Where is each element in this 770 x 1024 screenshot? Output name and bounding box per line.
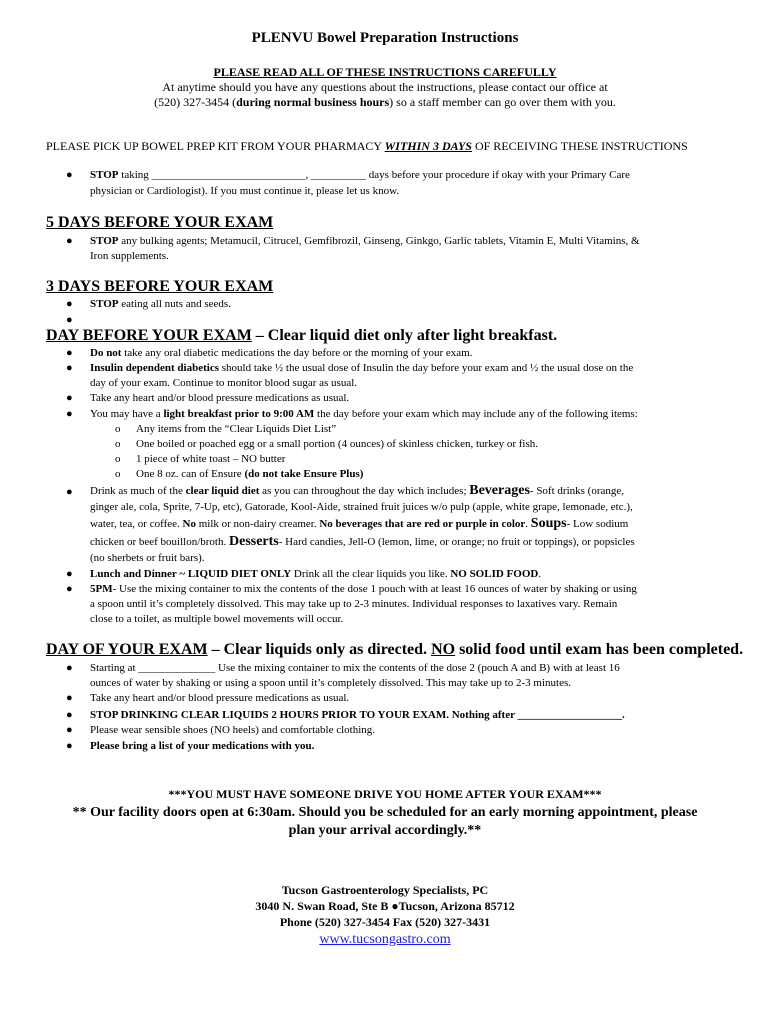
no-label: No [182, 518, 196, 530]
day-before-item-1 [90, 346, 472, 361]
clear-liquid-line-1 [90, 482, 624, 500]
bullet-icon: ● [66, 709, 73, 721]
item-text: . [525, 518, 531, 530]
five-days-heading: 5 DAYS BEFORE YOUR EXAM [46, 214, 274, 231]
organization-name: Tucson Gastroenterology Specialists, PC [281, 883, 489, 897]
item-text: as you can throughout the day which includes; [259, 485, 470, 497]
liquid-diet-label: Lunch and Dinner ~ LIQUID DIET ONLY [90, 568, 292, 580]
lunch-dinner-item [90, 567, 541, 582]
stop-label: STOP [90, 235, 119, 247]
item-text: Drink all the clear liquids you like. [291, 568, 451, 580]
dose-1-line-3: close to a toilet, as multiple bowel movements will occur. [90, 613, 344, 625]
website-link[interactable]: www.tucsongastro.com [319, 932, 451, 947]
office-hours: during normal business hours [236, 95, 390, 109]
sub-bullet-icon: o [115, 438, 121, 450]
sub-bullet-icon: o [115, 468, 121, 480]
beverages-label: Beverages [469, 483, 530, 498]
stop-taking-line-1 [90, 168, 630, 183]
day-of-item-4: Please wear sensible shoes (NO heels) and comfortable clothing. [90, 724, 375, 736]
item-text: milk or non-dairy creamer. [195, 518, 320, 530]
item-text: the day before your exam which may include any of the following items: [314, 408, 638, 420]
item-text: One 8 oz. can of Ensure [136, 468, 245, 480]
item-text: - Soft drinks (orange, [529, 485, 624, 497]
day-before-heading-rest: – Clear liquid diet only after light breakfast. [251, 327, 558, 344]
stop-label: STOP [90, 169, 119, 181]
do-not-label: Do not [90, 347, 122, 359]
item-text: - Use the mixing container to mix the contents of the dose 1 pouch with at least 16 ounces of water by shaking or using [112, 583, 637, 595]
item-text: take any oral diabetic medications the day before or the morning of your exam. [121, 347, 473, 359]
no-red-purple-warning: No beverages that are red or purple in color [319, 518, 526, 530]
item-text: should take ½ the usual dose of Insulin the day before your exam and ½ the usual dose on the [218, 362, 634, 374]
day-of-heading-rest: solid food until exam has been completed. [455, 641, 744, 658]
clear-liquid-line-5: (no sherbets or fruit bars). [90, 552, 205, 564]
breakfast-option-1: Any items from the “Clear Liquids Diet List” [136, 423, 337, 435]
three-days-text: eating all nuts and seeds. [118, 298, 231, 310]
stop-label: STOP [90, 298, 119, 310]
bullet-icon: ● [66, 724, 73, 736]
read-carefully-heading: PLEASE READ ALL OF THESE INSTRUCTIONS CAREFULLY [213, 65, 557, 79]
item-text: chicken or beef bouillon/broth. [90, 536, 229, 548]
day-before-heading [46, 326, 557, 346]
bullet-icon: ● [66, 298, 73, 310]
intro-line-1: At anytime should you have any questions about the instructions, please contact our office at [162, 80, 608, 94]
driver-notice: ***YOU MUST HAVE SOMEONE DRIVE YOU HOME AFTER YOUR EXAM*** [168, 787, 602, 801]
office-phone: (520) 327-3454 ( [154, 95, 237, 109]
item-text: Drink as much of the [90, 485, 186, 497]
clear-liquid-line-4 [90, 533, 635, 551]
breakfast-time: light breakfast prior to 9:00 AM [163, 408, 315, 420]
stop-taking-text: taking ____________________________, __________ days before your procedure if okay with your Primary Care [118, 169, 630, 181]
desserts-label: Desserts [229, 534, 279, 549]
five-days-text: any bulking agents; Metamucil, Citrucel, Gemfibrozil, Ginseng, Ginkgo, Garlic tablets, Vitamin E, Multi Vitamins, & [118, 235, 640, 247]
bullet-icon: ● [66, 692, 73, 704]
website-row [0, 930, 770, 949]
day-before-item-2 [90, 361, 633, 376]
item-text: - Hard candies, Jell-O (lemon, lime, or orange; no fruit or toppings), or popsicles [278, 536, 635, 548]
dose-1-line-2: a spoon until it’s completely dissolved. This may take up to 2-3 minutes. Individual responses to laxatives vary. Remain [90, 598, 618, 610]
day-of-heading [46, 640, 743, 660]
stop-taking-line-2: physician or Cardiologist). If you must continue it, please let us know. [90, 185, 400, 197]
day-of-heading-no: NO [431, 641, 456, 658]
bullet-icon: ● [66, 392, 73, 404]
bullet-icon: ● [66, 740, 73, 752]
bullet-icon: ● [66, 314, 73, 326]
day-before-item-4 [90, 407, 638, 422]
bullet-icon: ● [66, 568, 73, 580]
organization-address: 3040 N. Swan Road, Ste B ●Tucson, Arizona 85712 [255, 899, 515, 913]
bullet-icon: ● [66, 362, 73, 374]
five-days-line-2: Iron supplements. [90, 250, 169, 262]
day-before-heading-underlined: DAY BEFORE YOUR EXAM [46, 327, 252, 344]
day-of-heading-underlined: DAY OF YOUR EXAM [46, 641, 208, 658]
item-text: water, tea, or coffee. [90, 518, 183, 530]
breakfast-option-4 [136, 467, 363, 482]
insulin-label: Insulin dependent diabetics [90, 362, 219, 374]
pickup-post: OF RECEIVING THESE INSTRUCTIONS [471, 139, 688, 153]
ensure-warning: (do not take Ensure Plus) [244, 468, 364, 480]
facility-hours-line-2: plan your arrival accordingly.** [288, 823, 482, 838]
pickup-pre: PLEASE PICK UP BOWEL PREP KIT FROM YOUR PHARMACY [46, 139, 385, 153]
bullet-icon: ● [66, 169, 73, 181]
clear-liquid-line-3 [90, 515, 628, 533]
facility-hours-line-1: ** Our facility doors open at 6:30am. Should you be scheduled for an early morning appointment, please [72, 805, 698, 820]
item-text: . [538, 568, 542, 580]
dose-2-line-2: ounces of water by shaking or using a spoon until it’s completely dissolved. This may take up to 2-3 minutes. [90, 677, 571, 689]
stop-drinking-item: STOP DRINKING CLEAR LIQUIDS 2 HOURS PRIOR TO YOUR EXAM. Nothing after ___________________. [90, 709, 625, 721]
clear-liquid-label: clear liquid diet [185, 485, 260, 497]
bullet-icon: ● [66, 583, 73, 595]
organization-phone-fax: Phone (520) 327-3454 Fax (520) 327-3431 [279, 915, 491, 929]
dose-2-line-1: Starting at ______________ Use the mixing container to mix the contents of the dose 2 (pouch A and B) with at least 16 [90, 662, 620, 674]
bullet-icon: ● [66, 347, 73, 359]
day-of-heading-mid: – Clear liquids only as directed. [207, 641, 432, 658]
breakfast-option-3: 1 piece of white toast – NO butter [136, 453, 286, 465]
pickup-instruction [46, 138, 688, 154]
no-solid-food-label: NO SOLID FOOD [450, 568, 539, 580]
soups-label: Soups [530, 516, 567, 531]
sub-bullet-icon: o [115, 423, 121, 435]
page-title: PLENVU Bowel Preparation Instructions [251, 30, 519, 46]
day-before-item-2-line-2: day of your exam. Continue to monitor blood sugar as usual. [90, 377, 358, 389]
breakfast-option-2: One boiled or poached egg or a small portion (4 ounces) of skinless chicken, turkey or fish. [136, 438, 539, 450]
pickup-deadline: WITHIN 3 DAYS [384, 139, 472, 153]
dose-1-line-1 [90, 582, 637, 597]
three-days-heading: 3 DAYS BEFORE YOUR EXAM [46, 278, 274, 295]
dose-1-time: 5PM [90, 583, 113, 595]
five-days-line-1 [90, 234, 640, 249]
item-text: You may have a [90, 408, 164, 420]
day-before-item-3: Take any heart and/or blood pressure medications as usual. [90, 392, 350, 404]
intro-line-2-rest: ) so a staff member can go over them with you. [389, 95, 616, 109]
bullet-icon: ● [66, 486, 73, 498]
item-text: - Low sodium [566, 518, 629, 530]
bring-medications-item: Please bring a list of your medications with you. [90, 740, 315, 752]
bullet-icon: ● [66, 235, 73, 247]
bullet-icon: ● [66, 408, 73, 420]
three-days-line [90, 297, 231, 312]
clear-liquid-line-2: ginger ale, cola, Sprite, 7-Up, etc), Gatorade, Kool-Aide, strained fruit juices w/o pulp (apple, white grape, lemonade, etc.), [90, 501, 633, 513]
day-of-item-2: Take any heart and/or blood pressure medications as usual. [90, 692, 350, 704]
bullet-icon: ● [66, 662, 73, 674]
sub-bullet-icon: o [115, 453, 121, 465]
intro-line-2 [0, 94, 770, 110]
